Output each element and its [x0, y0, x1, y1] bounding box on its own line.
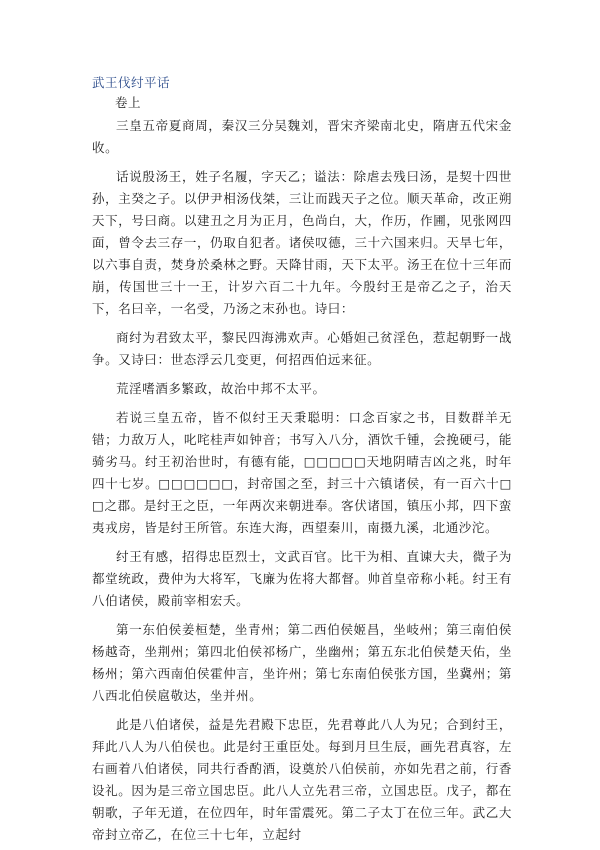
volume-heading: 卷上 — [115, 95, 142, 110]
paragraph-eight-lords: 第一东伯侯姜桓楚，坐青州；第二西伯侯姬昌，坐岐州；第三南伯侯杨越奇，坐荆州；第四北伯侯祁杨广，坐幽州；第五东北伯侯楚天佑，坐杨州；第六西南伯侯霍仲言，坐许州；第七东南伯侯张方国，坐冀州；第八西北伯侯扈敬达，坐并州。 — [92, 622, 512, 703]
document-title: 武王伐纣平话 — [92, 75, 171, 90]
paragraph-lords-ritual: 此是八伯诸侯，益是先君殿下忠臣，先君尊此八人为兄；合到纣王，拜此八人为八伯侯也。此是纣王重臣处。每到月旦生辰，画先君真容，左右画着八伯诸侯，同共行香酌酒，设奠於八伯侯前，亦如先君之前，行香设礼。因为是三帝立国忠臣。此八人立先君三帝，立国忠臣。戊子，都在朝歌，子年无道，在位四年，时年雷震死。第二子太丁在位三年。武乙大帝封立帝乙，在位三十七年，立起纣 — [92, 717, 512, 842]
paragraph-tang-king: 话说殷汤王，姓子名履，字天乙；谥法：除虐去残曰汤，是契十四世孙，主癸之子。以伊尹相汤伐桀，三让而践天子之位。顺天革命，改正朔天下，号曰商。以建丑之月为正月，色尚白，大，作历，作圃，见张网四面，曾令去三存一，仍取自犯者。诸侯叹德，三十六国来归。天旱七年，以六事自责，焚身於桑林之野。天降甘雨，天下太平。汤王在位十三年而崩，传国世三十一王，计岁六百二十九年。今殷纣王是帝乙之子，治天下，名曰辛，一名受，乃汤之末孙也。诗曰： — [92, 169, 512, 316]
paragraph-zhou-king: 若说三皇五帝，皆不似纣王天秉聪明：口念百家之书，目数群羊无错；力敌万人，叱咤桂声如钟音；书写入八分，酒饮千锺，会挽硬弓，能骑劣马。纣王初治世时，有德有能，□□□□□天地阴晴吉凶之兆，时年四十七岁。□□□□□□，封帝国之至，封三十六镇诸侯，有一百六十□□之郡。是纣王之臣，一年两次来朝进奉。客伏诸国，镇压小邦，四下蛮夷戎房，皆是纣王所管。东连大海，西望秦川，南摄九溪，北通沙沱。 — [92, 410, 512, 535]
paragraph-opening-poem: 三皇五帝夏商周，秦汉三分吴魏刘，晋宋齐梁南北史，隋唐五代宋金收。 — [92, 118, 512, 155]
paragraph-poem-line: 荒淫嗜酒多繁政，故治中邦不太平。 — [116, 381, 326, 396]
paragraph-officials: 纣王有感，招得忠臣烈士，文武百官。比干为相、直谏大夫，微子为都堂统政，费仲为大将军，飞廉为佐将大都督。帅首皇帝称小耗。纣王有八伯诸侯，殿前宰相宏夭。 — [92, 549, 512, 608]
paragraph-poem: 商纣为君致太平，黎民四海沸欢声。心婚妲己贫淫色，惹起朝野一战争。又诗曰：世态浮云几变更，何招西伯远来征。 — [92, 330, 512, 367]
